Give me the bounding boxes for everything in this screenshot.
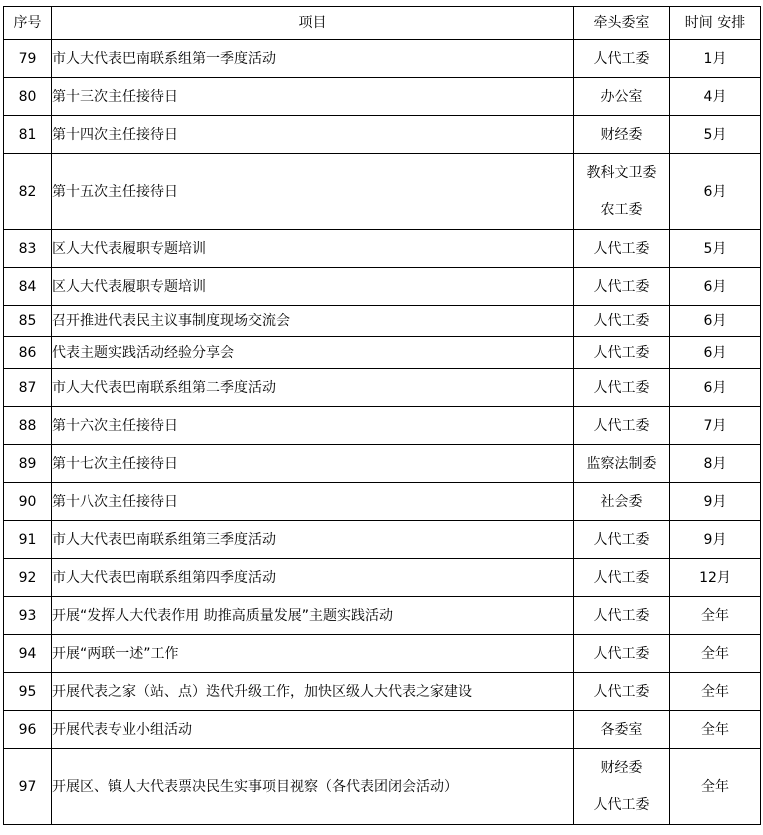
dept-name: 监察法制委 (586, 455, 657, 472)
table-row (4, 369, 761, 407)
row-number: 92 (4, 559, 52, 597)
table-row (4, 673, 761, 711)
row-dept (574, 635, 670, 673)
row-dept (574, 521, 670, 559)
dept-name: 社会委 (600, 493, 643, 510)
row-time: 全年 (670, 673, 761, 711)
row-item: 市人大代表巴南联系组第一季度活动 (52, 40, 574, 78)
table-row (4, 154, 761, 230)
row-item: 区人大代表履职专题培训 (52, 268, 574, 306)
table-row (4, 306, 761, 337)
dept-name: 人代工委 (593, 344, 650, 361)
row-time: 6月 (670, 369, 761, 407)
row-item: 代表主题实践活动经验分享会 (52, 337, 574, 369)
row-dept (574, 445, 670, 483)
dept-name: 人代工委 (593, 50, 650, 67)
row-item: 开展代表专业小组活动 (52, 711, 574, 749)
row-time: 4月 (670, 78, 761, 116)
row-number: 89 (4, 445, 52, 483)
row-time: 6月 (670, 337, 761, 369)
row-number: 88 (4, 407, 52, 445)
table-row (4, 635, 761, 673)
header-num: 序号 (4, 7, 52, 40)
row-item: 开展区、镇人大代表票决民生实事项目视察（各代表团闭会活动） (52, 749, 574, 825)
header-item: 项目 (52, 7, 574, 40)
row-number: 95 (4, 673, 52, 711)
table-row (4, 116, 761, 154)
table-row (4, 337, 761, 369)
dept-name: 人代工委 (593, 569, 650, 586)
row-number: 85 (4, 306, 52, 337)
dept-name: 人代工委 (593, 417, 650, 434)
table-row (4, 711, 761, 749)
row-item: 第十六次主任接待日 (52, 407, 574, 445)
row-time: 7月 (670, 407, 761, 445)
row-number: 96 (4, 711, 52, 749)
row-number: 93 (4, 597, 52, 635)
dept-name: 人代工委 (593, 797, 650, 813)
row-dept (574, 483, 670, 521)
row-number: 82 (4, 154, 52, 230)
row-dept (574, 407, 670, 445)
dept-name: 办公室 (600, 88, 643, 105)
dept-name: 各委室 (600, 721, 643, 738)
table-row (4, 749, 761, 825)
dept-name: 人代工委 (593, 313, 650, 329)
row-dept (574, 306, 670, 337)
row-number: 90 (4, 483, 52, 521)
row-item: 开展代表之家（站、点）迭代升级工作，加快区级人大代表之家建设 (52, 673, 574, 711)
row-time: 8月 (670, 445, 761, 483)
row-dept (574, 116, 670, 154)
row-number: 87 (4, 369, 52, 407)
row-time: 全年 (670, 711, 761, 749)
dept-name: 人代工委 (593, 607, 650, 624)
row-number: 83 (4, 230, 52, 268)
row-time: 5月 (670, 230, 761, 268)
row-time: 9月 (670, 483, 761, 521)
dept-name: 财经委 (600, 126, 643, 143)
row-item: 第十五次主任接待日 (52, 154, 574, 230)
table-row (4, 40, 761, 78)
row-dept (574, 559, 670, 597)
table-header-row (4, 7, 761, 40)
row-number: 86 (4, 337, 52, 369)
row-item: 市人大代表巴南联系组第三季度活动 (52, 521, 574, 559)
row-item: 第十四次主任接待日 (52, 116, 574, 154)
row-number: 81 (4, 116, 52, 154)
row-dept (574, 154, 670, 230)
row-time: 全年 (670, 635, 761, 673)
row-item: 开展“两联一述”工作 (52, 635, 574, 673)
row-time: 6月 (670, 154, 761, 230)
row-time: 1月 (670, 40, 761, 78)
table-row (4, 445, 761, 483)
row-item: 区人大代表履职专题培训 (52, 230, 574, 268)
row-dept (574, 711, 670, 749)
table-row (4, 268, 761, 306)
row-dept (574, 369, 670, 407)
table-row (4, 78, 761, 116)
row-dept (574, 230, 670, 268)
row-item: 第十三次主任接待日 (52, 78, 574, 116)
dept-name: 农工委 (600, 202, 643, 218)
dept-name: 教科文卫委 (586, 165, 657, 181)
row-number: 91 (4, 521, 52, 559)
row-item: 第十七次主任接待日 (52, 445, 574, 483)
row-number: 97 (4, 749, 52, 825)
row-time: 6月 (670, 306, 761, 337)
dept-name: 人代工委 (593, 278, 650, 295)
row-dept (574, 268, 670, 306)
row-time: 9月 (670, 521, 761, 559)
row-item: 召开推进代表民主议事制度现场交流会 (52, 306, 574, 337)
dept-name: 人代工委 (593, 379, 650, 396)
row-time: 12月 (670, 559, 761, 597)
table-row (4, 597, 761, 635)
row-number: 84 (4, 268, 52, 306)
work-schedule-table (3, 6, 761, 825)
dept-name: 人代工委 (593, 240, 650, 257)
row-number: 94 (4, 635, 52, 673)
row-item: 市人大代表巴南联系组第四季度活动 (52, 559, 574, 597)
row-number: 79 (4, 40, 52, 78)
dept-name: 人代工委 (593, 645, 650, 662)
dept-name: 人代工委 (593, 531, 650, 548)
row-time: 5月 (670, 116, 761, 154)
row-dept (574, 40, 670, 78)
row-item: 开展“发挥人大代表作用 助推高质量发展”主题实践活动 (52, 597, 574, 635)
row-time: 6月 (670, 268, 761, 306)
table-row (4, 230, 761, 268)
row-dept (574, 597, 670, 635)
dept-name: 人代工委 (593, 683, 650, 700)
row-item: 第十八次主任接待日 (52, 483, 574, 521)
table-row (4, 483, 761, 521)
row-dept (574, 337, 670, 369)
row-time: 全年 (670, 597, 761, 635)
header-dept: 牵头委室 (574, 7, 670, 40)
dept-name: 财经委 (600, 760, 643, 776)
row-dept (574, 78, 670, 116)
table-row (4, 407, 761, 445)
row-dept (574, 749, 670, 825)
table-row (4, 559, 761, 597)
row-time: 全年 (670, 749, 761, 825)
table-row (4, 521, 761, 559)
row-dept (574, 673, 670, 711)
row-item: 市人大代表巴南联系组第二季度活动 (52, 369, 574, 407)
header-time: 时间 安排 (670, 7, 761, 40)
row-number: 80 (4, 78, 52, 116)
